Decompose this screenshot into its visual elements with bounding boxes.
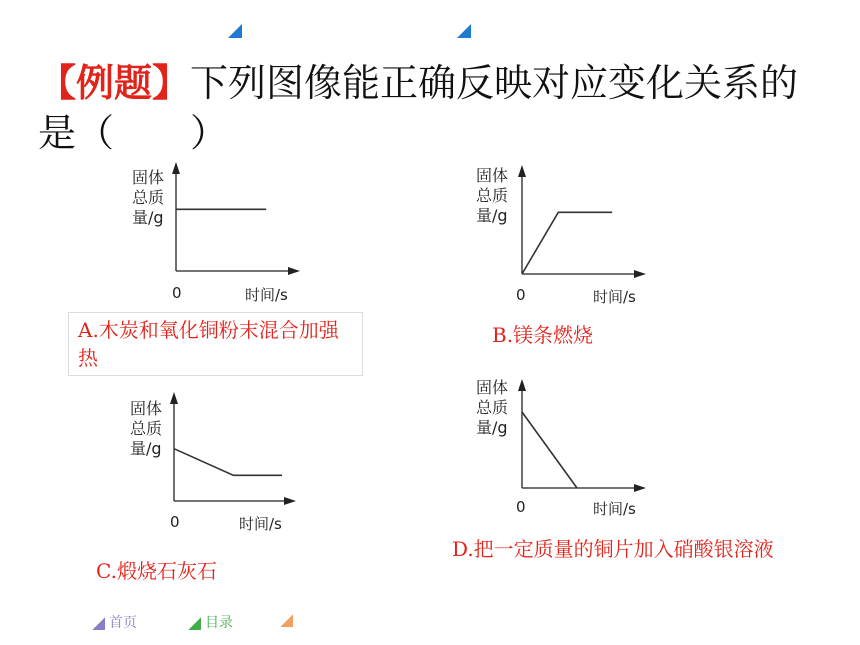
y-axis-arrow bbox=[172, 162, 180, 174]
x-axis-label: 时间/s bbox=[239, 515, 282, 533]
mass-curve bbox=[522, 412, 577, 488]
x-axis-arrow bbox=[288, 267, 300, 275]
question-title bbox=[38, 58, 818, 158]
example-tag: 【例题】 bbox=[38, 61, 191, 105]
mass-curve bbox=[174, 449, 282, 476]
home-icon bbox=[92, 617, 105, 630]
origin-label: 0 bbox=[516, 286, 526, 304]
graph-d bbox=[464, 372, 664, 520]
y-axis-label: 固体 总质 量/g bbox=[132, 168, 165, 227]
caption-c: C.煅烧石灰石 bbox=[96, 559, 217, 583]
next-icon bbox=[280, 614, 293, 627]
mass-curve bbox=[522, 212, 612, 274]
graph-c-plot bbox=[120, 385, 320, 533]
nav-home-label: 首页 bbox=[109, 615, 137, 631]
nav-catalog-label: 目录 bbox=[205, 615, 233, 631]
y-axis-arrow bbox=[170, 392, 178, 404]
graph-a bbox=[120, 160, 320, 305]
decor-triangle-right bbox=[457, 24, 471, 38]
question-text: 下列图像能正确反映对应变化关系的是（ ） bbox=[38, 61, 799, 155]
x-axis-arrow bbox=[634, 270, 646, 278]
origin-label: 0 bbox=[172, 284, 182, 302]
y-axis-arrow bbox=[518, 379, 526, 391]
origin-label: 0 bbox=[170, 513, 180, 531]
nav-next[interactable] bbox=[280, 612, 297, 628]
y-axis-label: 固体 总质 量/g bbox=[130, 399, 163, 458]
graph-b bbox=[464, 160, 664, 305]
caption-b: B.镁条燃烧 bbox=[492, 323, 594, 347]
nav-catalog[interactable] bbox=[188, 612, 233, 632]
x-axis-label: 时间/s bbox=[245, 286, 288, 304]
decor-triangle-left bbox=[228, 24, 242, 38]
origin-label: 0 bbox=[516, 498, 526, 516]
x-axis-label: 时间/s bbox=[593, 500, 636, 518]
x-axis-label: 时间/s bbox=[593, 288, 636, 306]
caption-d: D.把一定质量的铜片加入硝酸银溶液 bbox=[452, 537, 774, 561]
catalog-icon bbox=[188, 617, 201, 630]
graph-c bbox=[120, 385, 320, 533]
y-axis-label: 固体 总质 量/g bbox=[476, 378, 509, 437]
x-axis-arrow bbox=[284, 497, 296, 505]
y-axis-arrow bbox=[518, 165, 526, 177]
x-axis-arrow bbox=[634, 484, 646, 492]
graph-b-plot bbox=[464, 160, 664, 305]
caption-a: A.木炭和氧化铜粉末混合加强热 bbox=[78, 318, 339, 370]
y-axis-label: 固体 总质 量/g bbox=[476, 166, 509, 225]
nav-home[interactable] bbox=[92, 612, 137, 632]
graph-a-plot bbox=[120, 160, 320, 305]
